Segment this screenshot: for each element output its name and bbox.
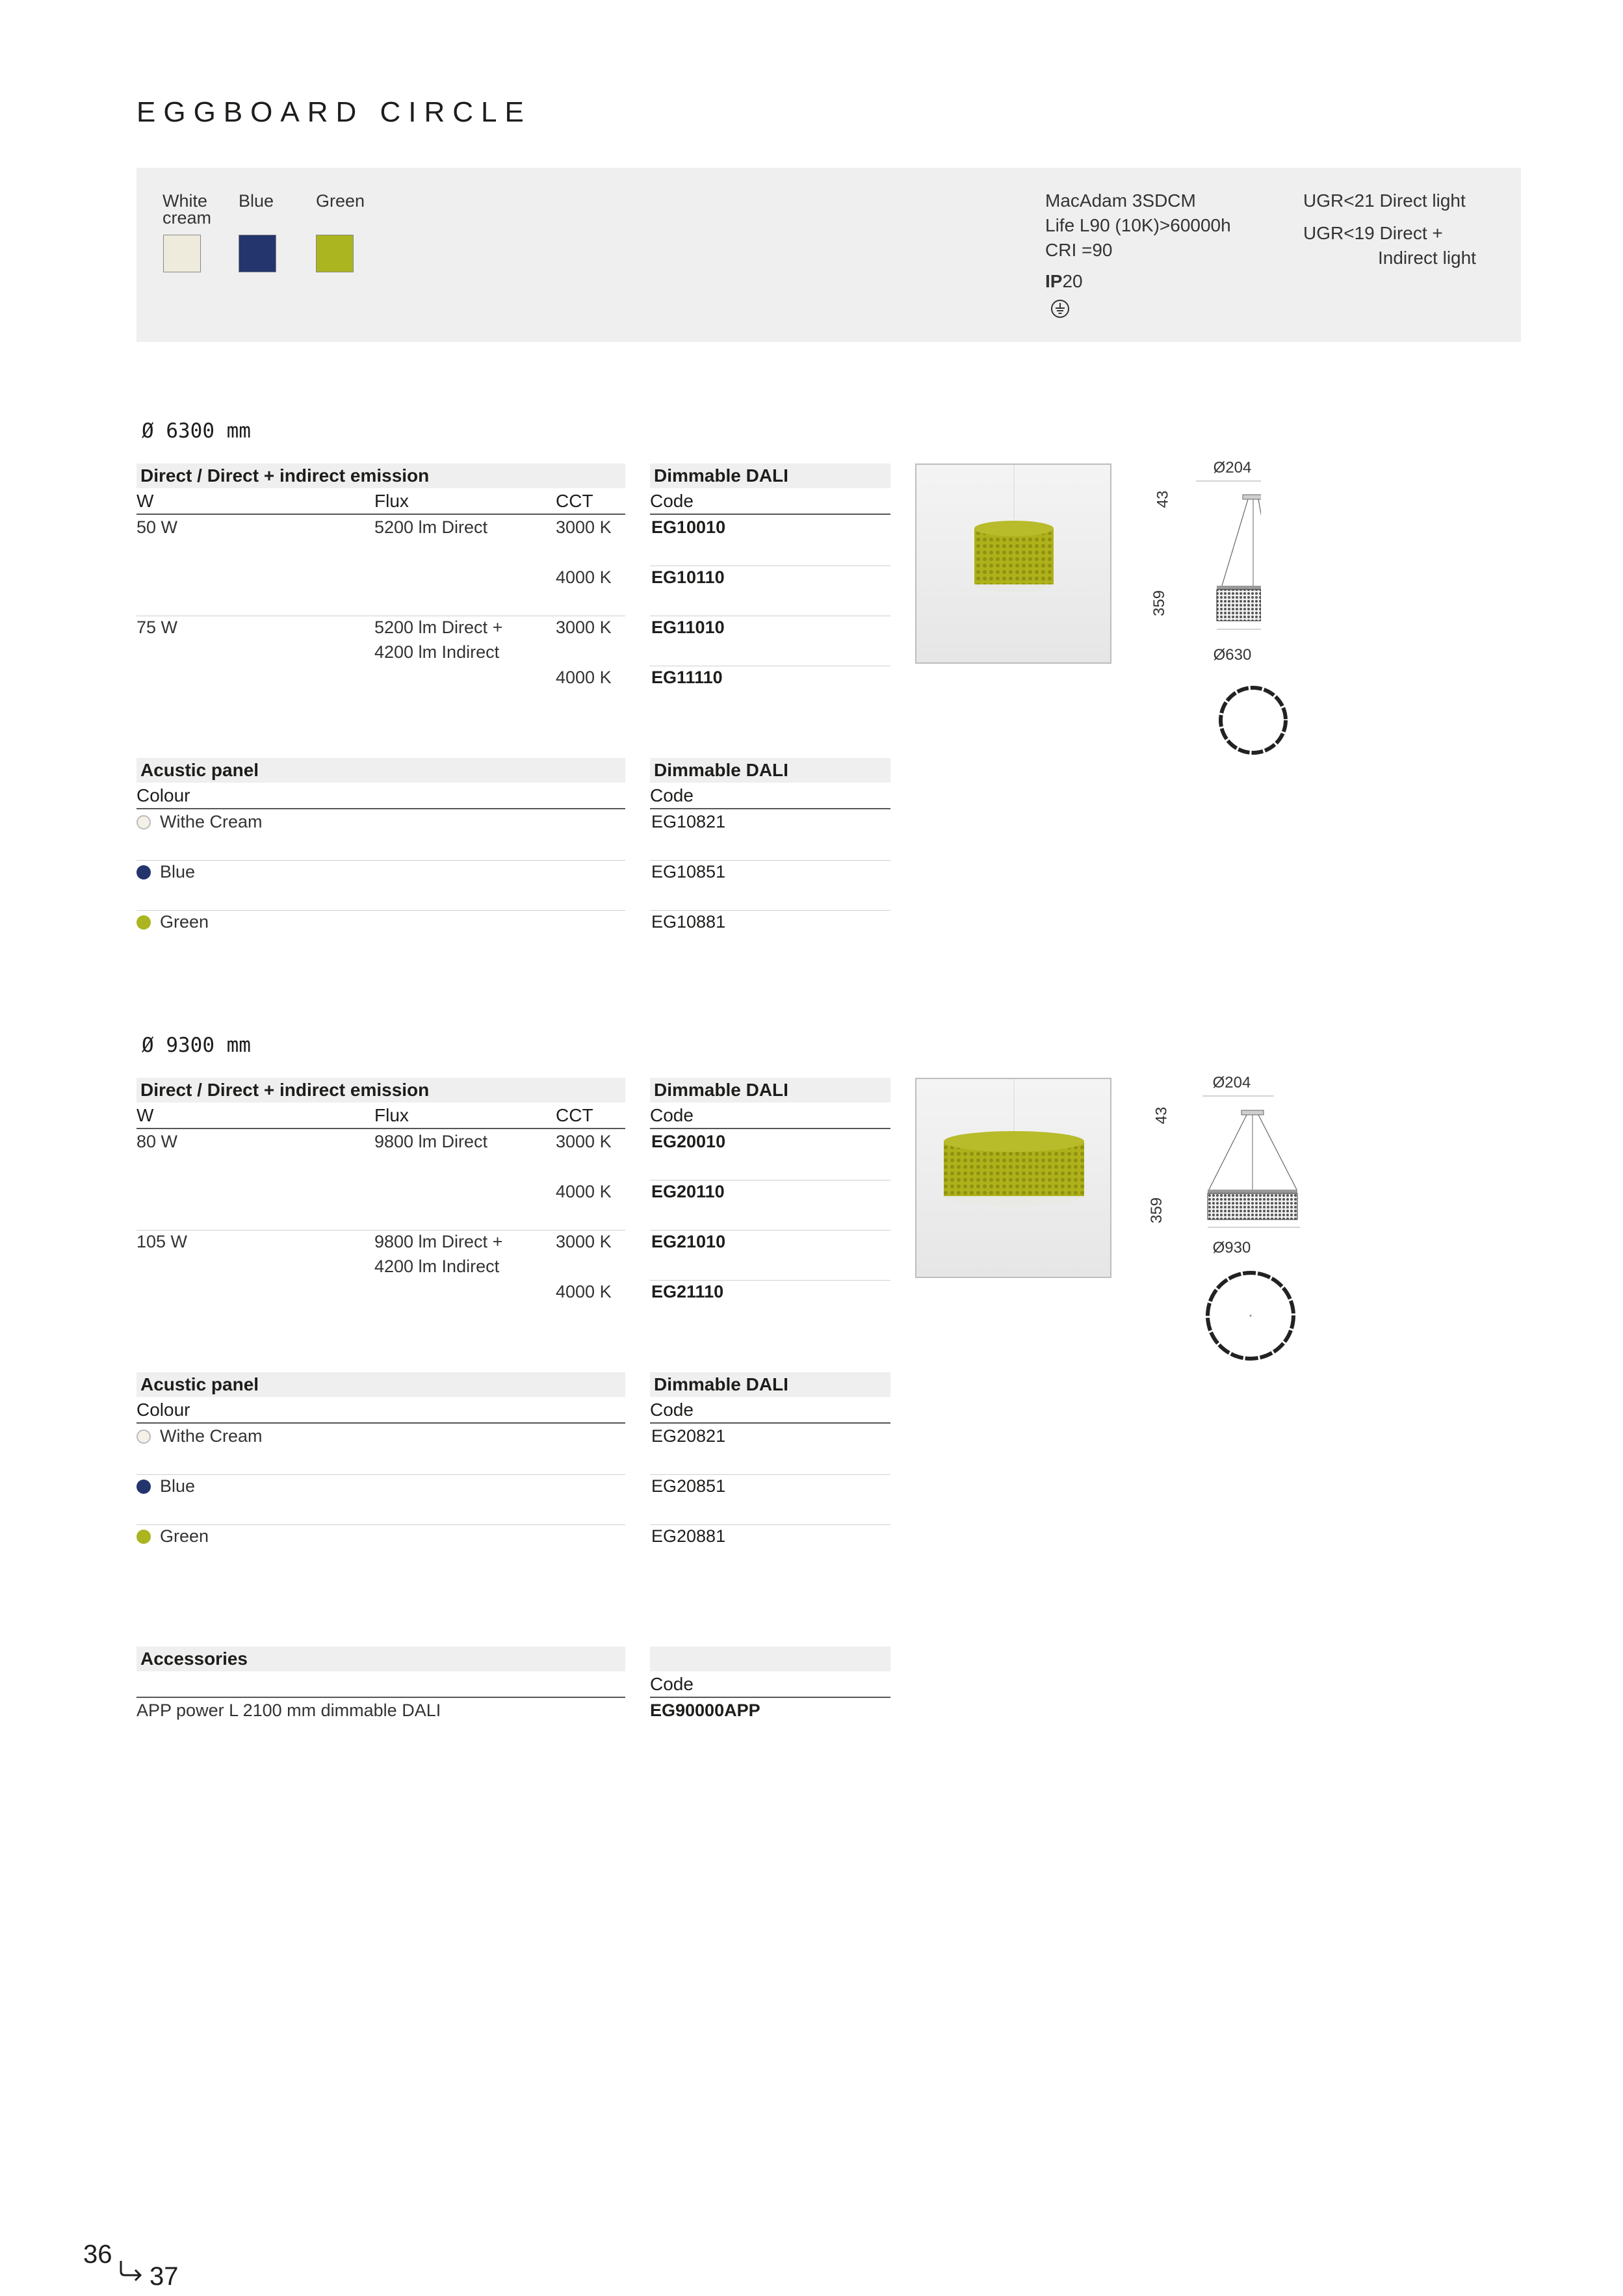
emission-header: Direct / Direct + indirect emission	[136, 1078, 625, 1102]
panel-dali-header: Dimmable DALI	[650, 1372, 890, 1397]
plan-view-circle	[1215, 683, 1291, 761]
page-title: EGGBOARD CIRCLE	[136, 96, 532, 128]
col-w: W	[136, 491, 154, 511]
panel-dali-header: Dimmable DALI	[650, 758, 890, 783]
panel-code: EG20881	[651, 1526, 726, 1546]
col-colour: Colour	[136, 1398, 625, 1424]
panel-row-green	[136, 1524, 209, 1548]
row-cct: 4000 K	[556, 1282, 612, 1301]
panel-colour-name: Blue	[160, 1476, 196, 1496]
row-watt: 50 W	[136, 517, 178, 537]
col-cct: CCT	[556, 491, 593, 511]
panel-row-blue	[136, 859, 195, 884]
dimension-canopy: 43	[1154, 490, 1172, 508]
col-flux: Flux	[374, 1105, 409, 1125]
panel-code: EG20851	[651, 1476, 726, 1496]
row-cct: 3000 K	[556, 517, 612, 537]
row-code: EG20010	[651, 1132, 726, 1151]
page-number-current: 36	[83, 2240, 112, 2269]
row-code: EG21010	[651, 1232, 726, 1251]
row-code: EG10010	[651, 517, 726, 537]
white-cream-dot-icon	[136, 815, 151, 829]
row-cct: 4000 K	[556, 1182, 612, 1201]
plan-view-circle	[1203, 1268, 1298, 1366]
panel-row-green	[136, 909, 209, 934]
panel-row-white-cream	[136, 1424, 263, 1448]
panel-colour-name: Blue	[160, 862, 196, 881]
blue-dot-icon	[136, 865, 151, 880]
row-cct: 3000 K	[556, 1132, 612, 1151]
accessories-header-blank	[650, 1647, 890, 1671]
spec-cri: CRI =90	[1045, 240, 1113, 260]
next-page-arrow-icon[interactable]	[117, 2260, 144, 2285]
ground-symbol-icon	[1050, 299, 1070, 322]
row-divider	[136, 910, 625, 911]
panel-code: EG10821	[651, 812, 726, 831]
row-divider	[136, 1524, 625, 1525]
dimension-canopy: 43	[1152, 1106, 1171, 1125]
panel-colour-name: Green	[160, 912, 209, 932]
swatch-green	[316, 235, 354, 272]
accessories-header: Accessories	[136, 1647, 625, 1671]
dimension-bottom-diameter: Ø630	[1213, 646, 1252, 664]
panel-code: EG10851	[651, 862, 726, 881]
col-colour: Colour	[136, 783, 625, 809]
panel-row-white-cream	[136, 809, 263, 834]
accessory-item: APP power L 2100 mm dimmable DALI	[136, 1701, 441, 1720]
col-code: Code	[650, 783, 890, 809]
col-cct: CCT	[556, 1105, 593, 1125]
dimension-bottom-diameter: Ø930	[1212, 1239, 1251, 1257]
row-cct: 3000 K	[556, 618, 612, 637]
col-w: W	[136, 1105, 154, 1125]
emission-header: Direct / Direct + indirect emission	[136, 463, 625, 488]
col-code: Code	[650, 1398, 890, 1424]
row-flux: 9800 lm Direct +	[374, 1232, 503, 1251]
row-cct: 4000 K	[556, 567, 612, 587]
swatch-white-cream	[163, 235, 201, 272]
row-flux: 5200 lm Direct +	[374, 618, 503, 637]
product-photo	[915, 1078, 1111, 1278]
panel-colour-name: Green	[160, 1526, 209, 1546]
row-flux: 9800 lm Direct	[374, 1132, 488, 1151]
dimension-height: 359	[1148, 1197, 1166, 1224]
row-cct: 4000 K	[556, 668, 612, 687]
row-flux-indirect: 4200 lm Indirect	[374, 1257, 500, 1276]
col-code: Code	[650, 489, 890, 515]
col-flux: Flux	[374, 491, 409, 511]
spec-ugr-indirect-light: Indirect light	[1378, 248, 1476, 268]
row-watt: 80 W	[136, 1132, 178, 1151]
col-code: Code	[650, 1672, 890, 1698]
panel-colour-name: Withe Cream	[160, 1426, 263, 1446]
row-code: EG11110	[651, 668, 723, 687]
panel-code: EG10881	[651, 912, 726, 932]
col-code: Code	[650, 1103, 890, 1129]
row-code: EG21110	[651, 1282, 724, 1301]
accessory-code: EG90000APP	[650, 1701, 760, 1720]
spec-ip-prefix: IP	[1045, 271, 1063, 291]
dimension-top-diameter: Ø204	[1212, 1074, 1251, 1091]
spec-ip-value: 20	[1062, 271, 1083, 291]
row-watt: 75 W	[136, 618, 178, 637]
spec-ip	[1045, 269, 1083, 294]
panel-row-blue	[136, 1474, 195, 1498]
green-dot-icon	[136, 915, 151, 930]
panel-header: Acustic panel	[136, 758, 625, 783]
spec-ugr-direct: UGR<21 Direct light	[1303, 190, 1466, 211]
product-photo	[915, 463, 1111, 664]
section-diameter-6300: Ø 6300 mm	[142, 419, 251, 443]
panel-colour-name: Withe Cream	[160, 812, 263, 831]
row-flux: 5200 lm Direct	[374, 517, 488, 537]
swatch-blue	[239, 235, 276, 272]
row-flux-indirect: 4200 lm Indirect	[374, 642, 500, 662]
row-code: EG20110	[651, 1182, 725, 1201]
row-code: EG10110	[651, 567, 725, 587]
dali-header: Dimmable DALI	[650, 463, 890, 488]
green-dot-icon	[136, 1530, 151, 1544]
colour-label-blue: Blue	[239, 191, 274, 211]
blue-dot-icon	[136, 1480, 151, 1494]
colour-label-green: Green	[316, 191, 365, 211]
colour-label-white-cream: White cream	[162, 191, 212, 228]
panel-code: EG20821	[651, 1426, 726, 1446]
row-watt: 105 W	[136, 1232, 188, 1251]
dimension-top-diameter: Ø204	[1213, 459, 1252, 476]
page-number-next[interactable]: 37	[149, 2262, 179, 2291]
panel-header: Acustic panel	[136, 1372, 625, 1397]
dali-header: Dimmable DALI	[650, 1078, 890, 1102]
spec-life: Life L90 (10K)>60000h	[1045, 215, 1231, 235]
dimension-height: 359	[1150, 590, 1169, 617]
spec-macadam: MacAdam 3SDCM	[1045, 190, 1196, 211]
row-divider	[136, 1474, 625, 1475]
row-divider	[136, 860, 625, 861]
spec-ugr-direct-indirect: UGR<19 Direct +	[1303, 223, 1443, 243]
row-cct: 3000 K	[556, 1232, 612, 1251]
row-code: EG11010	[651, 618, 725, 637]
white-cream-dot-icon	[136, 1429, 151, 1444]
section-diameter-9300: Ø 9300 mm	[142, 1034, 251, 1057]
